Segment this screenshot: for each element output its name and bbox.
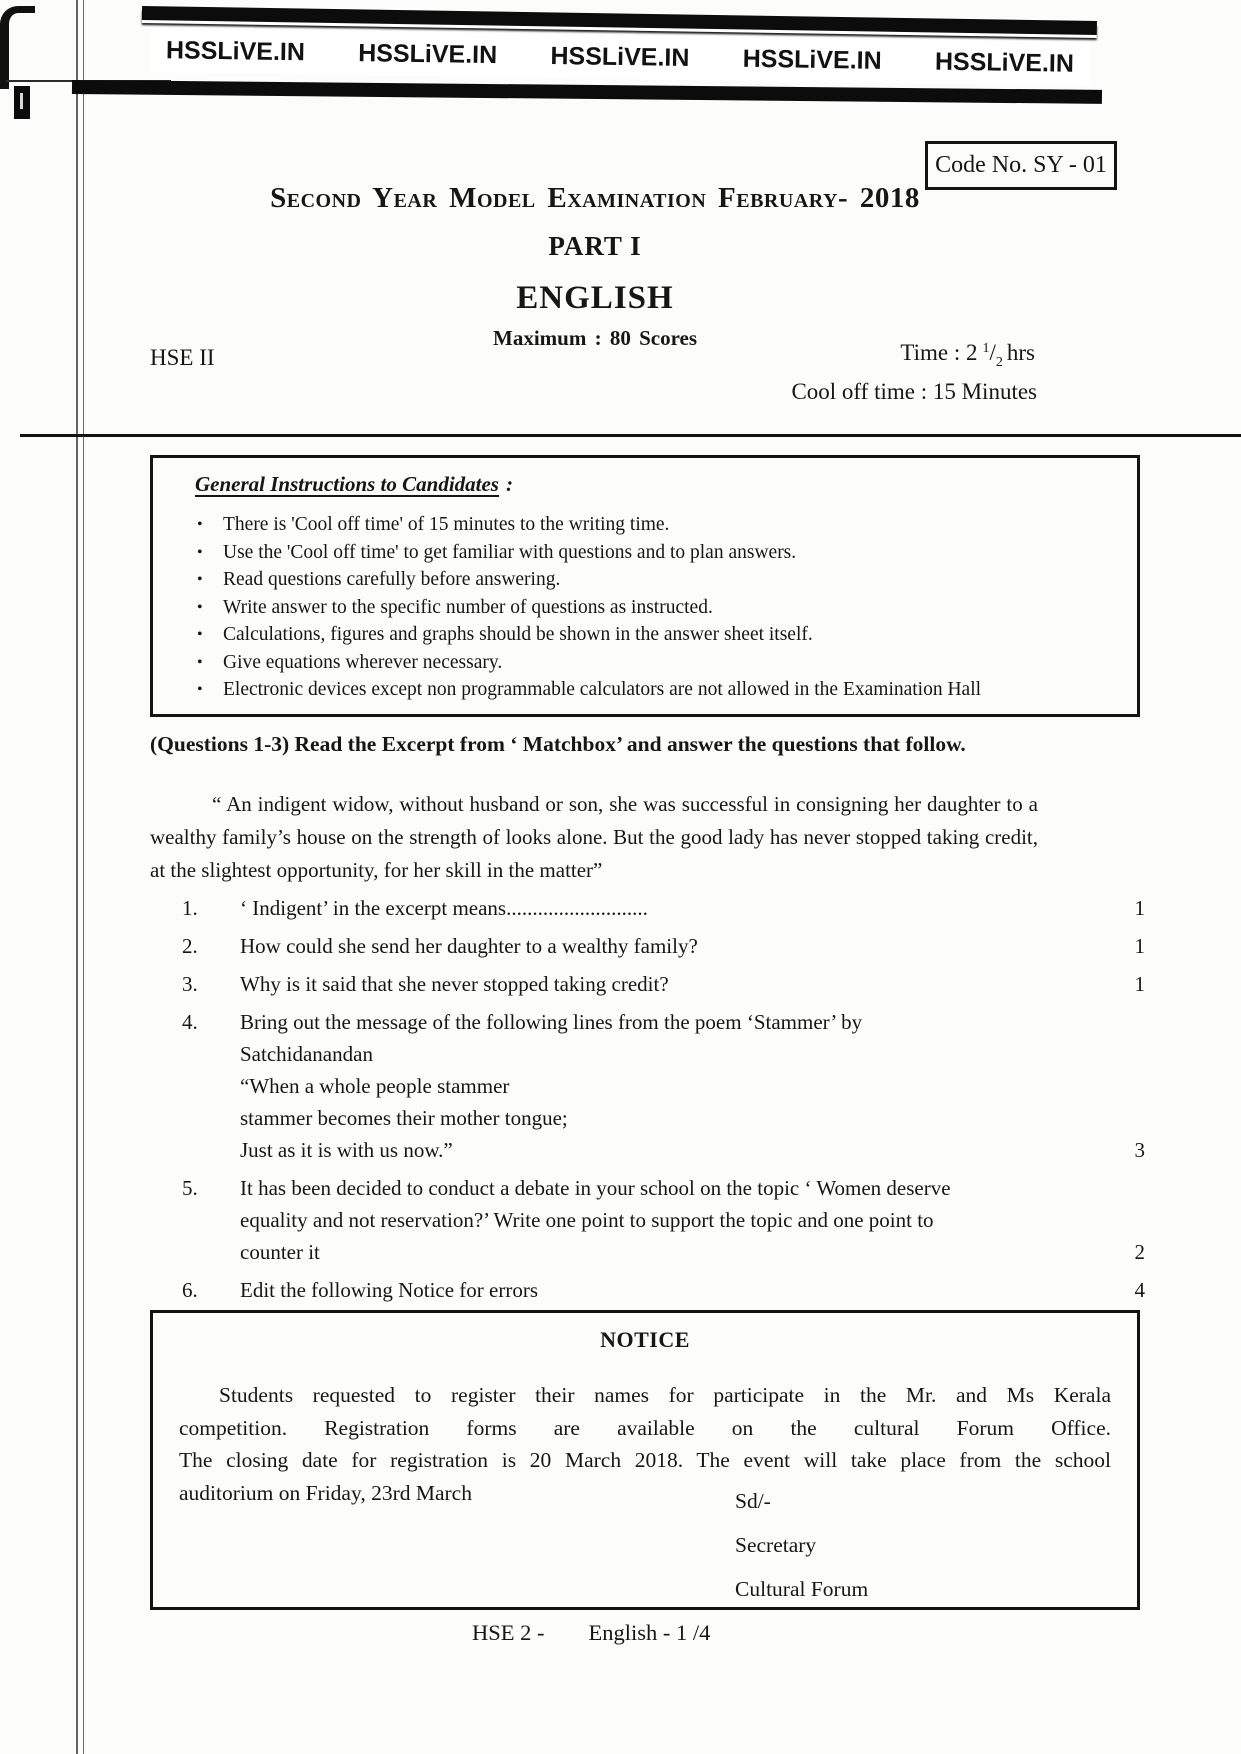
question-number: 3.: [182, 972, 198, 996]
notice-line: competition. Registration forms are available on the cultural Forum Office.: [179, 1415, 1111, 1440]
watermark-text: HSSLiVE.IN: [550, 41, 690, 72]
signature-sd: Sd/-: [735, 1489, 771, 1513]
watermark-text: HSSLiVE.IN: [358, 38, 498, 69]
instructions-heading-colon: :: [505, 472, 513, 496]
question-4: [150, 1006, 1145, 1166]
exam-title: Second Year Model Examination February- 2018: [270, 182, 920, 214]
signature-role: Secretary: [735, 1533, 817, 1557]
notice-line: The closing date for registration is 20 March 2018. The event will take place from the school: [179, 1448, 1111, 1472]
code-number: Code No. SY - 01: [935, 152, 1107, 178]
footer-code: HSE 2 -: [472, 1620, 545, 1645]
question-3: [150, 968, 1145, 1000]
poem-line: stammer becomes their mother tongue;: [240, 1106, 568, 1130]
question-marks: 2: [1134, 1240, 1145, 1264]
time-prefix: Time : 2: [900, 340, 978, 365]
binder-tab-mark: [14, 86, 30, 119]
poem-line: “When a whole people stammer: [240, 1074, 510, 1098]
question-1: [150, 892, 1145, 924]
watermark-text: HSSLiVE.IN: [165, 35, 306, 66]
signature-org: Cultural Forum: [735, 1577, 869, 1601]
time-allowed: [700, 340, 1035, 371]
instruction-item: • Read questions carefully before answering.: [195, 566, 1127, 594]
max-score: Maximum : 80 Scores: [493, 326, 697, 350]
question-text: ‘ Indigent’ in the excerpt means...........................: [240, 896, 648, 920]
question-2: [150, 930, 1145, 962]
time-fraction-denominator: 2: [995, 355, 1003, 370]
question-text: Bring out the message of the following lines from the poem ‘Stammer’ by: [240, 1010, 863, 1034]
time-fraction-slash: /: [989, 340, 996, 365]
instructions-heading-text: General Instructions to Candidates: [195, 472, 499, 496]
question-number: 5.: [182, 1176, 198, 1200]
time-fraction-numerator: 1: [982, 341, 990, 356]
question-marks: 3: [1134, 1138, 1145, 1162]
question-text: How could she send her daughter to a wealthy family?: [240, 934, 698, 958]
question-text: Edit the following Notice for errors: [240, 1278, 538, 1302]
footer-page-number: English - 1 /4: [588, 1620, 711, 1645]
part-title: PART I: [548, 231, 642, 261]
page-footer: [472, 1620, 710, 1646]
notice-line: Students requested to register their names for participate in the Mr. and Ms Kerala: [219, 1383, 1111, 1407]
poem-line: Just as it is with us now.”: [240, 1138, 453, 1162]
question-5: [150, 1172, 1145, 1268]
cool-off-time: Cool off time : 15 Minutes: [791, 379, 1037, 404]
instruction-item: • Calculations, figures and graphs should be shown in the answer sheet itself.: [195, 621, 1127, 649]
question-marks: 1: [1134, 934, 1145, 958]
question-marks: 1: [1134, 896, 1145, 920]
notice-body: [179, 1379, 1111, 1509]
question-text: Why is it said that she never stopped taking credit?: [240, 972, 669, 996]
time-suffix: hrs: [1006, 340, 1035, 365]
instruction-item: • Write answer to the specific number of questions as instructed.: [195, 594, 1127, 622]
question-marks: 1: [1134, 972, 1145, 996]
notice-signature: [735, 1490, 868, 1622]
general-instructions-box: [150, 455, 1140, 717]
notice-title: NOTICE: [600, 1327, 690, 1352]
question-list: [150, 892, 1145, 1312]
question-number: 1.: [182, 896, 198, 920]
notice-box: [150, 1310, 1140, 1610]
page-binding-line: [76, 0, 78, 1754]
question-marks: 4: [1134, 1278, 1145, 1302]
instruction-item: • Use the 'Cool off time' to get familiar with questions and to plan answers.: [195, 539, 1127, 567]
notice-line: auditorium on Friday, 23rd March: [179, 1480, 472, 1505]
section-heading: (Questions 1-3) Read the Excerpt from ‘ Matchbox’ and answer the questions that follow.: [150, 732, 966, 756]
question-number: 2.: [182, 934, 198, 958]
question-text: Satchidanandan: [240, 1042, 373, 1066]
instructions-list: [195, 511, 1127, 704]
question-text: equality and not reservation?’ Write one point to support the topic and one point to: [240, 1208, 934, 1232]
instruction-item: • Electronic devices except non programmable calculators are not allowed in the Examination Hall: [195, 676, 1127, 704]
question-text: It has been decided to conduct a debate in your school on the topic ‘ Women deserve: [240, 1176, 951, 1200]
question-number: 6.: [182, 1278, 198, 1302]
header-divider-rule: [20, 434, 1241, 437]
watermark-text: HSSLiVE.IN: [934, 47, 1075, 78]
hse-level: HSE II: [150, 345, 215, 370]
instruction-item: • There is 'Cool off time' of 15 minutes to the writing time.: [195, 511, 1127, 539]
instruction-item: • Give equations wherever necessary.: [195, 649, 1127, 677]
page-binding-line-2: [83, 0, 84, 1754]
scan-corner-artifact: [0, 6, 35, 89]
question-text: counter it: [240, 1240, 320, 1264]
question-number: 4.: [182, 1010, 198, 1034]
question-6: [150, 1274, 1145, 1306]
instructions-heading: [195, 472, 1127, 497]
watermark-band: [150, 28, 1091, 86]
watermark-text: HSSLiVE.IN: [742, 44, 882, 75]
subject-title: ENGLISH: [516, 280, 674, 316]
excerpt-paragraph: “ An indigent widow, without husband or son, she was successful in consigning her daughter to a wealthy family’s house on the strength of looks alone. But the good lady has never stopped taking credit, at the slightest opportunity, for her skill in the matter”: [150, 792, 1038, 882]
